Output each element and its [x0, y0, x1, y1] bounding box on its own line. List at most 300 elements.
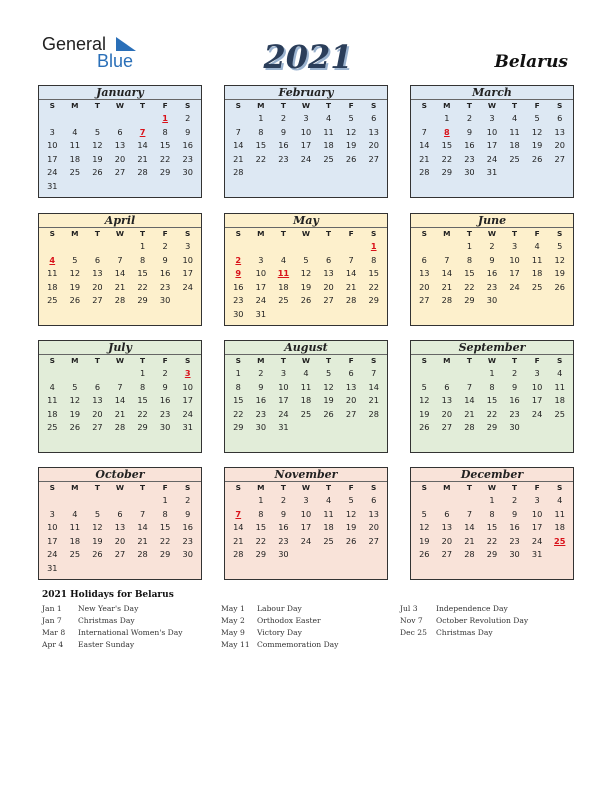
day-cell: 17	[47, 153, 58, 164]
holiday-column	[42, 604, 183, 652]
day-cell: 14	[464, 522, 475, 533]
day-cell: 10	[47, 522, 58, 533]
day-cell: 6	[421, 254, 427, 265]
month-title: April	[39, 214, 201, 228]
day-cell: 18	[47, 281, 58, 292]
weekday-header: F	[534, 101, 540, 110]
day-cell: 31	[47, 562, 58, 573]
day-cell: 16	[182, 522, 193, 533]
day-cell: 12	[69, 395, 81, 406]
day-cell: 1	[258, 495, 264, 505]
day-cell: 21	[114, 408, 126, 419]
month-october	[38, 467, 202, 580]
day-cell: 8	[489, 508, 495, 519]
empty-day-cell	[64, 367, 87, 381]
day-cell: 21	[419, 153, 430, 164]
day-cell: 27	[114, 167, 126, 178]
holiday-name: October Revolution Day	[436, 616, 529, 625]
day-cell: 8	[371, 254, 377, 265]
empty-day-cell	[227, 494, 250, 508]
month-march	[410, 85, 574, 198]
day-cell: 28	[441, 295, 453, 306]
empty-day-cell	[458, 367, 481, 381]
weekday-header: S	[371, 101, 377, 110]
day-cell: 31	[278, 422, 289, 433]
day-cell: 15	[486, 522, 498, 533]
day-cell: 19	[92, 535, 103, 546]
day-cell: 10	[182, 254, 193, 265]
day-cell: 2	[511, 368, 518, 378]
holiday-date: Jan 1	[42, 604, 62, 613]
empty-day-cell	[227, 240, 250, 254]
day-cell: 17	[278, 395, 289, 406]
day-cell: 3	[534, 495, 540, 505]
day-cell: 25	[531, 281, 543, 292]
day-cell: 21	[368, 395, 379, 406]
holiday-date: May 11	[221, 640, 250, 649]
holiday-day-cell: 7	[235, 508, 242, 519]
holiday-day-cell: 7	[139, 126, 146, 137]
weekday-header: W	[301, 356, 311, 365]
weekday-header: T	[466, 356, 472, 365]
weekday-header: M	[257, 356, 265, 365]
day-cell: 1	[489, 368, 495, 378]
holiday-row	[221, 604, 338, 616]
day-cell: 7	[117, 381, 123, 392]
weekday-header: S	[421, 356, 427, 365]
day-cell: 10	[300, 508, 312, 519]
holiday-name: Christmas Day	[78, 616, 135, 625]
day-cell: 26	[300, 295, 312, 306]
day-cell: 6	[444, 508, 450, 519]
weekday-header: W	[301, 483, 311, 492]
day-cell: 23	[464, 153, 475, 164]
day-cell: 19	[69, 408, 81, 419]
weekday-header: T	[280, 229, 286, 238]
day-cell: 5	[325, 368, 332, 378]
day-cell: 10	[47, 140, 58, 151]
holiday-row	[42, 640, 183, 652]
holiday-name: International Women's Day	[78, 628, 183, 637]
day-cell: 10	[182, 381, 193, 392]
day-cell: 27	[323, 295, 334, 306]
day-cell: 29	[255, 549, 267, 560]
day-cell: 30	[509, 422, 520, 433]
weekday-header: F	[534, 483, 540, 492]
day-cell: 18	[300, 395, 312, 406]
day-cell: 27	[419, 295, 430, 306]
day-cell: 7	[466, 508, 473, 519]
holiday-day-cell: 8	[444, 126, 450, 137]
day-cell: 30	[509, 549, 520, 560]
day-cell: 12	[419, 522, 430, 533]
day-cell: 14	[368, 381, 379, 392]
day-cell: 13	[92, 268, 103, 279]
day-cell: 28	[464, 422, 475, 433]
day-cell: 19	[419, 408, 430, 419]
day-cell: 18	[531, 268, 543, 279]
day-cell: 8	[162, 508, 168, 519]
weekday-header: T	[326, 229, 332, 238]
day-cell: 28	[233, 549, 244, 560]
weekday-header: S	[185, 101, 191, 110]
day-cell: 2	[280, 113, 287, 123]
day-cell: 15	[464, 268, 475, 279]
day-cell: 2	[489, 241, 495, 251]
empty-day-cell	[64, 112, 87, 126]
holiday-row	[400, 604, 528, 616]
day-cell: 27	[345, 408, 357, 419]
day-cell: 15	[441, 140, 453, 151]
day-cell: 29	[464, 295, 475, 306]
weekday-header: F	[534, 229, 540, 238]
empty-day-cell	[41, 494, 64, 508]
day-cell: 21	[137, 153, 148, 164]
day-cell: 26	[345, 535, 357, 546]
day-cell: 9	[511, 381, 518, 392]
day-cell: 28	[233, 167, 244, 178]
empty-day-cell	[413, 367, 436, 381]
month-title: February	[225, 86, 387, 100]
day-cell: 2	[466, 113, 473, 123]
holiday-date: Dec 25	[400, 628, 427, 637]
weekday-header: T	[512, 356, 518, 365]
day-cell: 3	[49, 508, 55, 519]
day-cell: 12	[419, 395, 430, 406]
weekday-header: T	[94, 483, 100, 492]
day-cell: 20	[114, 535, 126, 546]
day-cell: 5	[72, 381, 78, 392]
month-days-grid	[39, 355, 201, 435]
day-cell: 13	[441, 395, 453, 406]
day-cell: 19	[300, 281, 312, 292]
day-cell: 26	[69, 295, 81, 306]
day-cell: 30	[159, 295, 171, 306]
month-days-grid	[39, 100, 201, 194]
day-cell: 17	[182, 395, 193, 406]
weekday-header: T	[512, 101, 518, 110]
day-cell: 30	[255, 422, 267, 433]
day-cell: 10	[531, 381, 543, 392]
month-april	[38, 213, 202, 326]
day-cell: 5	[94, 126, 101, 137]
day-cell: 14	[345, 268, 357, 279]
day-cell: 6	[348, 368, 354, 378]
day-cell: 13	[114, 522, 126, 533]
empty-day-cell	[131, 494, 154, 508]
day-cell: 18	[47, 408, 58, 419]
day-cell: 30	[486, 295, 498, 306]
weekday-header: S	[49, 356, 55, 365]
day-cell: 5	[303, 254, 309, 265]
empty-day-cell	[109, 240, 132, 254]
day-cell: 16	[509, 522, 520, 533]
holiday-date: May 2	[221, 616, 245, 625]
day-cell: 19	[69, 281, 81, 292]
day-cell: 17	[300, 522, 312, 533]
day-cell: 9	[466, 126, 473, 137]
day-cell: 17	[255, 281, 267, 292]
month-june	[410, 213, 574, 326]
day-cell: 24	[182, 408, 193, 419]
day-cell: 11	[531, 254, 543, 265]
day-cell: 31	[486, 167, 498, 178]
holiday-day-cell: 1	[370, 241, 377, 251]
day-cell: 10	[509, 254, 520, 265]
day-cell: 28	[368, 408, 379, 419]
day-cell: 16	[182, 140, 193, 151]
logo-word-blue: Blue	[97, 51, 134, 71]
day-cell: 8	[139, 381, 146, 392]
day-cell: 29	[159, 549, 171, 560]
day-cell: 16	[159, 395, 171, 406]
day-cell: 15	[159, 522, 171, 533]
day-cell: 18	[554, 522, 565, 533]
day-cell: 25	[554, 408, 565, 419]
day-cell: 3	[185, 241, 191, 251]
weekday-header: M	[71, 229, 79, 238]
day-cell: 4	[534, 241, 540, 251]
day-cell: 20	[441, 535, 453, 546]
day-cell: 19	[531, 140, 543, 151]
day-cell: 20	[368, 140, 379, 151]
weekday-header: F	[162, 101, 168, 110]
day-cell: 17	[531, 395, 543, 406]
day-cell: 19	[345, 140, 357, 151]
day-cell: 5	[421, 508, 427, 519]
day-cell: 20	[419, 281, 430, 292]
day-cell: 18	[69, 535, 81, 546]
holiday-row	[400, 616, 528, 628]
day-cell: 17	[182, 268, 193, 279]
day-cell: 24	[531, 535, 543, 546]
day-cell: 3	[511, 241, 518, 251]
empty-day-cell	[436, 240, 459, 254]
day-cell: 1	[162, 495, 168, 505]
day-cell: 4	[49, 381, 55, 392]
day-cell: 4	[303, 368, 309, 378]
weekday-header: S	[421, 483, 427, 492]
holiday-day-cell: 25	[554, 535, 566, 546]
day-cell: 4	[325, 113, 332, 123]
day-cell: 21	[114, 281, 126, 292]
weekday-header: M	[443, 356, 451, 365]
day-cell: 22	[255, 153, 267, 164]
month-may	[224, 213, 388, 326]
day-cell: 18	[554, 395, 565, 406]
empty-day-cell	[64, 240, 87, 254]
holiday-day-cell: 9	[235, 268, 242, 279]
weekday-header: T	[140, 101, 146, 110]
weekday-header: W	[115, 101, 125, 110]
day-cell: 6	[444, 381, 450, 392]
weekday-header: T	[280, 356, 286, 365]
empty-day-cell	[41, 367, 64, 381]
day-cell: 12	[531, 126, 543, 137]
day-cell: 24	[47, 549, 58, 560]
day-cell: 13	[114, 140, 126, 151]
weekday-header: S	[371, 483, 377, 492]
day-cell: 27	[92, 422, 103, 433]
day-cell: 24	[300, 153, 312, 164]
day-cell: 27	[92, 295, 103, 306]
day-cell: 7	[139, 508, 146, 519]
empty-day-cell	[250, 240, 273, 254]
day-cell: 29	[233, 422, 244, 433]
day-cell: 17	[486, 140, 498, 151]
day-cell: 16	[255, 395, 267, 406]
holiday-date: Apr 4	[42, 640, 64, 649]
empty-day-cell	[86, 494, 109, 508]
day-cell: 22	[137, 408, 148, 419]
day-cell: 16	[509, 395, 520, 406]
weekday-header: T	[94, 229, 100, 238]
weekday-header: S	[557, 356, 563, 365]
month-title: November	[225, 468, 387, 482]
month-days-grid	[39, 482, 201, 576]
day-cell: 4	[557, 495, 563, 505]
day-cell: 9	[511, 508, 518, 519]
day-cell: 12	[554, 254, 565, 265]
weekday-header: S	[421, 229, 427, 238]
day-cell: 9	[185, 126, 191, 137]
day-cell: 25	[69, 167, 81, 178]
day-cell: 29	[441, 167, 453, 178]
day-cell: 28	[137, 549, 148, 560]
holiday-date: May 1	[221, 604, 245, 613]
holiday-column	[221, 604, 338, 652]
holiday-name: New Year's Day	[78, 604, 139, 613]
day-cell: 7	[235, 126, 241, 137]
day-cell: 13	[92, 395, 103, 406]
empty-day-cell	[317, 240, 340, 254]
day-cell: 5	[348, 113, 354, 123]
day-cell: 20	[345, 395, 357, 406]
day-cell: 22	[233, 408, 244, 419]
day-cell: 28	[114, 295, 126, 306]
day-cell: 24	[255, 295, 267, 306]
day-cell: 13	[368, 508, 379, 519]
day-cell: 8	[489, 381, 495, 392]
weekday-header: W	[301, 101, 311, 110]
month-title: October	[39, 468, 201, 482]
day-cell: 8	[139, 254, 146, 265]
day-cell: 7	[421, 126, 427, 137]
day-cell: 21	[464, 535, 475, 546]
holiday-name: Easter Sunday	[78, 640, 135, 649]
weekday-header: T	[280, 101, 286, 110]
holidays-title: 2021 Holidays for Belarus	[42, 590, 174, 600]
holiday-name: Labour Day	[257, 604, 302, 613]
holiday-date: Nov 7	[400, 616, 423, 625]
weekday-header: F	[348, 101, 354, 110]
day-cell: 7	[371, 368, 377, 378]
day-cell: 14	[137, 522, 148, 533]
day-cell: 23	[509, 408, 520, 419]
weekday-header: S	[421, 101, 427, 110]
day-cell: 15	[486, 395, 498, 406]
day-cell: 16	[159, 268, 171, 279]
day-cell: 26	[554, 281, 565, 292]
day-cell: 21	[464, 408, 475, 419]
day-cell: 8	[235, 381, 241, 392]
day-cell: 22	[486, 535, 498, 546]
day-cell: 27	[441, 422, 453, 433]
day-cell: 5	[348, 495, 354, 505]
day-cell: 29	[137, 295, 148, 306]
holiday-date: May 9	[221, 628, 245, 637]
day-cell: 8	[258, 508, 264, 519]
weekday-header: S	[371, 356, 377, 365]
day-cell: 16	[278, 522, 289, 533]
day-cell: 10	[486, 126, 498, 137]
month-july	[38, 340, 202, 453]
month-february	[224, 85, 388, 198]
day-cell: 9	[489, 254, 495, 265]
day-cell: 22	[464, 281, 475, 292]
day-cell: 1	[139, 368, 146, 378]
weekday-header: S	[235, 483, 241, 492]
day-cell: 26	[92, 167, 103, 178]
day-cell: 21	[233, 535, 244, 546]
day-cell: 23	[159, 408, 171, 419]
day-cell: 20	[92, 408, 103, 419]
day-cell: 20	[441, 408, 453, 419]
day-cell: 6	[117, 508, 123, 519]
day-cell: 25	[278, 295, 289, 306]
empty-day-cell	[436, 367, 459, 381]
day-cell: 23	[255, 408, 267, 419]
weekday-header: S	[185, 483, 191, 492]
day-cell: 18	[69, 153, 81, 164]
month-days-grid	[411, 355, 573, 435]
day-cell: 2	[162, 368, 168, 378]
day-cell: 23	[486, 281, 498, 292]
weekday-header: F	[162, 229, 168, 238]
day-cell: 23	[182, 153, 193, 164]
day-cell: 28	[345, 295, 357, 306]
month-january	[38, 85, 202, 198]
day-cell: 5	[72, 254, 78, 265]
day-cell: 5	[421, 381, 427, 392]
empty-day-cell	[64, 494, 87, 508]
day-cell: 21	[137, 535, 148, 546]
day-cell: 15	[233, 395, 244, 406]
weekday-header: W	[487, 483, 497, 492]
holiday-row	[221, 628, 338, 640]
day-cell: 23	[278, 153, 289, 164]
day-cell: 23	[278, 535, 289, 546]
day-cell: 11	[69, 522, 81, 533]
day-cell: 30	[233, 308, 244, 319]
month-title: August	[225, 341, 387, 355]
holiday-row	[42, 616, 183, 628]
day-cell: 25	[323, 535, 334, 546]
day-cell: 26	[531, 153, 543, 164]
weekday-header: S	[49, 483, 55, 492]
empty-day-cell	[458, 494, 481, 508]
weekday-header: M	[443, 483, 451, 492]
weekday-header: S	[49, 101, 55, 110]
month-days-grid	[225, 100, 387, 180]
weekday-header: T	[326, 483, 332, 492]
weekday-header: F	[162, 483, 168, 492]
month-days-grid	[411, 100, 573, 180]
weekday-header: T	[326, 356, 332, 365]
holiday-name: Commemoration Day	[257, 640, 339, 649]
day-cell: 11	[323, 126, 334, 137]
empty-day-cell	[227, 112, 250, 126]
